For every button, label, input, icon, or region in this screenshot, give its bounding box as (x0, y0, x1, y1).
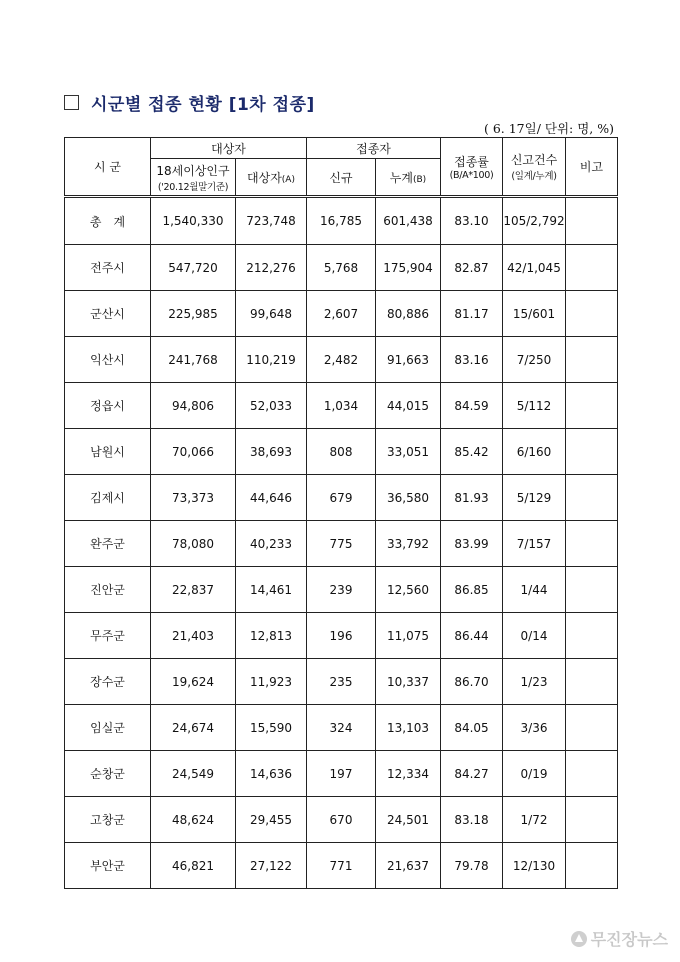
cell-cum: 24,501 (376, 797, 441, 843)
cell-pop: 22,837 (151, 567, 236, 613)
cell-rate: 83.18 (441, 797, 503, 843)
cell-region: 정읍시 (65, 383, 151, 429)
cell-pop: 547,720 (151, 245, 236, 291)
cell-new: 16,785 (307, 197, 376, 245)
col-header-pop18 (151, 159, 236, 197)
cell-pop: 21,403 (151, 613, 236, 659)
cell-region: 임실군 (65, 705, 151, 751)
cell-note (566, 797, 618, 843)
vaccination-table (64, 137, 618, 889)
cell-reports: 6/160 (503, 429, 566, 475)
cell-note (566, 291, 618, 337)
table-row (65, 291, 618, 337)
table-row (65, 475, 618, 521)
cell-region: 순창군 (65, 751, 151, 797)
cell-new: 5,768 (307, 245, 376, 291)
unit-note: ( 6. 17일/ 단위: 명, %) (483, 121, 614, 136)
cell-note (566, 567, 618, 613)
cell-rate: 81.93 (441, 475, 503, 521)
cell-rate: 86.85 (441, 567, 503, 613)
cell-reports: 3/36 (503, 705, 566, 751)
cell-note (566, 659, 618, 705)
table-row (65, 245, 618, 291)
cell-new: 235 (307, 659, 376, 705)
cell-new: 808 (307, 429, 376, 475)
cumulative-label: 누계 (389, 170, 413, 185)
cell-reports: 12/130 (503, 843, 566, 889)
cell-reports: 0/14 (503, 613, 566, 659)
cell-rate: 82.87 (441, 245, 503, 291)
cell-region: 전주시 (65, 245, 151, 291)
cell-new: 1,034 (307, 383, 376, 429)
table-row (65, 705, 618, 751)
cell-target: 99,648 (236, 291, 307, 337)
cell-note (566, 245, 618, 291)
cell-pop: 94,806 (151, 383, 236, 429)
cell-cum: 12,560 (376, 567, 441, 613)
cell-new: 324 (307, 705, 376, 751)
cell-new: 771 (307, 843, 376, 889)
cell-cum: 36,580 (376, 475, 441, 521)
col-header-note: 비고 (566, 138, 618, 197)
cell-note (566, 429, 618, 475)
cell-rate: 79.78 (441, 843, 503, 889)
table-row (65, 429, 618, 475)
cell-rate: 86.70 (441, 659, 503, 705)
cell-region: 무주군 (65, 613, 151, 659)
cell-note (566, 613, 618, 659)
table-row (65, 843, 618, 889)
cell-new: 196 (307, 613, 376, 659)
table-row (65, 383, 618, 429)
cell-note (566, 705, 618, 751)
cell-target: 15,590 (236, 705, 307, 751)
cell-reports: 7/250 (503, 337, 566, 383)
cell-pop: 48,624 (151, 797, 236, 843)
watermark-text: 무진장뉴스 (590, 930, 668, 949)
cell-pop: 73,373 (151, 475, 236, 521)
cell-target: 110,219 (236, 337, 307, 383)
cell-pop: 46,821 (151, 843, 236, 889)
cell-region: 완주군 (65, 521, 151, 567)
cell-new: 670 (307, 797, 376, 843)
cell-region: 익산시 (65, 337, 151, 383)
target-label: 대상자 (247, 170, 282, 185)
reports-label: 신고건수 (510, 153, 558, 167)
cell-region: 남원시 (65, 429, 151, 475)
pop18-label: 18세이상인구 (156, 163, 230, 178)
cell-new: 197 (307, 751, 376, 797)
pop18-note: ('20.12월말기준) (157, 181, 229, 193)
col-header-region: 시 군 (65, 138, 151, 197)
cell-reports: 0/19 (503, 751, 566, 797)
col-header-rate (441, 138, 503, 197)
cell-note (566, 197, 618, 245)
cell-region: 진안군 (65, 567, 151, 613)
table-row (65, 797, 618, 843)
watermark (571, 927, 668, 950)
title-text: 시군별 접종 현황 [1차 접종] (91, 94, 315, 115)
col-header-new: 신규 (307, 159, 376, 197)
cell-region: 군산시 (65, 291, 151, 337)
cell-rate: 84.59 (441, 383, 503, 429)
cell-pop: 70,066 (151, 429, 236, 475)
cell-region: 부안군 (65, 843, 151, 889)
cell-rate: 83.99 (441, 521, 503, 567)
cell-target: 723,748 (236, 197, 307, 245)
col-header-cumulative (376, 159, 441, 197)
col-group-vaccinated: 접종자 (307, 138, 441, 159)
rate-sub-label: (B/A*100) (449, 169, 494, 181)
table-row (65, 751, 618, 797)
cell-target: 14,461 (236, 567, 307, 613)
cell-reports: 1/72 (503, 797, 566, 843)
cell-target: 212,276 (236, 245, 307, 291)
cell-target: 52,033 (236, 383, 307, 429)
table-row (65, 197, 618, 245)
cell-target: 14,636 (236, 751, 307, 797)
cell-pop: 24,674 (151, 705, 236, 751)
table-row (65, 337, 618, 383)
cell-region: 고창군 (65, 797, 151, 843)
page-title (64, 88, 315, 116)
cell-note (566, 521, 618, 567)
cell-rate: 85.42 (441, 429, 503, 475)
col-group-target: 대상자 (151, 138, 307, 159)
cell-cum: 91,663 (376, 337, 441, 383)
cell-new: 239 (307, 567, 376, 613)
cell-cum: 11,075 (376, 613, 441, 659)
target-sub-label: (A) (281, 174, 295, 185)
cell-note (566, 475, 618, 521)
cell-pop: 1,540,330 (151, 197, 236, 245)
cell-rate: 81.17 (441, 291, 503, 337)
cell-rate: 86.44 (441, 613, 503, 659)
checkbox-square-icon (64, 95, 79, 110)
cell-target: 12,813 (236, 613, 307, 659)
cell-pop: 225,985 (151, 291, 236, 337)
table-row (65, 613, 618, 659)
cell-new: 679 (307, 475, 376, 521)
cell-note (566, 383, 618, 429)
cell-target: 38,693 (236, 429, 307, 475)
reports-sub-label: (일계/누계) (511, 171, 557, 182)
cell-pop: 241,768 (151, 337, 236, 383)
cell-cum: 33,792 (376, 521, 441, 567)
cell-note (566, 751, 618, 797)
table-row (65, 521, 618, 567)
cell-rate: 83.16 (441, 337, 503, 383)
rate-label: 접종률 (454, 154, 489, 169)
table-row (65, 567, 618, 613)
cell-region: 장수군 (65, 659, 151, 705)
cell-rate: 83.10 (441, 197, 503, 245)
cell-new: 775 (307, 521, 376, 567)
watermark-logo-icon (571, 931, 587, 947)
cell-pop: 78,080 (151, 521, 236, 567)
cell-region: 김제시 (65, 475, 151, 521)
cell-reports: 5/112 (503, 383, 566, 429)
cell-cum: 21,637 (376, 843, 441, 889)
cell-cum: 33,051 (376, 429, 441, 475)
col-header-target (236, 159, 307, 197)
cell-reports: 7/157 (503, 521, 566, 567)
cell-note (566, 337, 618, 383)
cell-note (566, 843, 618, 889)
cell-reports: 1/23 (503, 659, 566, 705)
cell-reports: 5/129 (503, 475, 566, 521)
cell-new: 2,482 (307, 337, 376, 383)
cell-cum: 13,103 (376, 705, 441, 751)
cumulative-sub-label: (B) (412, 174, 427, 185)
table-row (65, 659, 618, 705)
cell-new: 2,607 (307, 291, 376, 337)
cell-cum: 601,438 (376, 197, 441, 245)
cell-target: 40,233 (236, 521, 307, 567)
cell-reports: 15/601 (503, 291, 566, 337)
cell-reports: 1/44 (503, 567, 566, 613)
cell-target: 29,455 (236, 797, 307, 843)
col-header-reports (503, 138, 566, 197)
cell-target: 44,646 (236, 475, 307, 521)
cell-region: 총 계 (65, 197, 151, 245)
cell-cum: 10,337 (376, 659, 441, 705)
cell-cum: 12,334 (376, 751, 441, 797)
cell-rate: 84.27 (441, 751, 503, 797)
cell-cum: 44,015 (376, 383, 441, 429)
cell-cum: 175,904 (376, 245, 441, 291)
cell-target: 11,923 (236, 659, 307, 705)
cell-reports: 42/1,045 (503, 245, 566, 291)
cell-pop: 19,624 (151, 659, 236, 705)
cell-rate: 84.05 (441, 705, 503, 751)
cell-reports: 105/2,792 (503, 197, 566, 245)
cell-target: 27,122 (236, 843, 307, 889)
cell-cum: 80,886 (376, 291, 441, 337)
cell-pop: 24,549 (151, 751, 236, 797)
